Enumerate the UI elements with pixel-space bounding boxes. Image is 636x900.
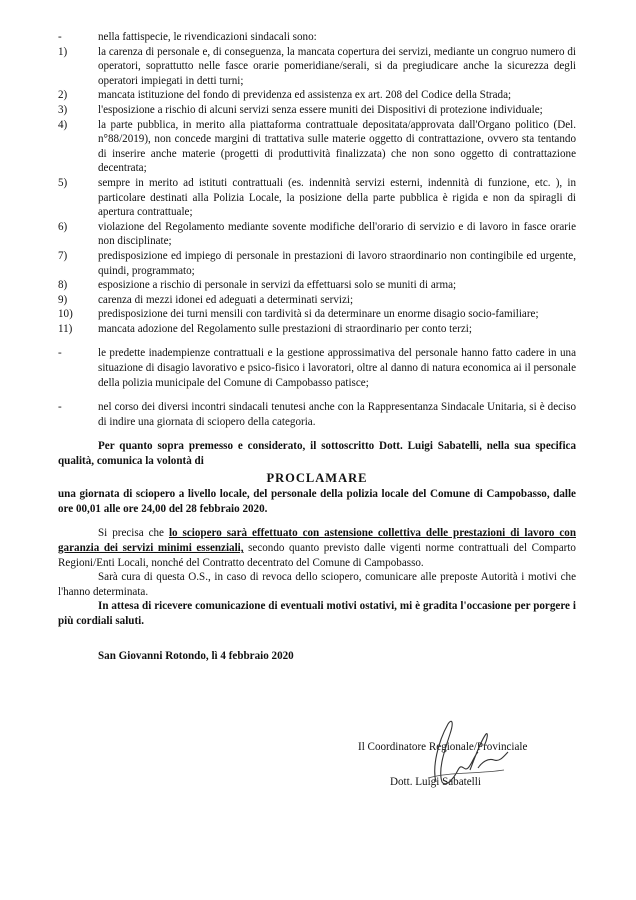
place-date: San Giovanni Rotondo, lì 4 febbraio 2020 xyxy=(98,649,294,662)
list-item-number: - xyxy=(58,31,62,43)
list-item-text: mancata istituzione del fondo di previdenza ed assistenza ex art. 208 del Codice della Strada; xyxy=(98,89,512,102)
list-item-number: 11) xyxy=(58,322,73,335)
list-item xyxy=(58,278,576,293)
list-item-text: la carenza di personale e, di conseguenza, la mancata copertura dei servizi, mediante un congruo numero di operatori, soprattutto nelle fasce orarie pomeridiane/serali, si da pregiudicare anche la sicurezza degli operatori impiegati in detti turni; xyxy=(98,45,576,87)
precisa-lead: Si precisa che xyxy=(98,527,164,540)
document-body xyxy=(58,30,576,663)
precisa-tail: secondo quanto previsto dalle vigenti norme contrattuali del Comparto Regioni/Enti Locali, nonché del Contratto decentrato del Comune di Campobasso. xyxy=(58,542,576,569)
list-item-number: 5) xyxy=(58,176,68,189)
list-item-number: 2) xyxy=(58,89,68,102)
list-item-number: - xyxy=(58,401,62,414)
list-item xyxy=(58,293,576,308)
list-item xyxy=(58,176,576,220)
list-item-number: 6) xyxy=(58,220,68,233)
list-item xyxy=(58,400,576,429)
list-item-number: 4) xyxy=(58,118,68,131)
list-item xyxy=(58,88,576,103)
list-item xyxy=(58,118,576,176)
list-item xyxy=(58,346,576,390)
signatory-name: Dott. Luigi Sabatelli xyxy=(390,776,481,788)
list-item-text: predisposizione dei turni mensili con tardività si da determinare un enorme disagio socio-familiare; xyxy=(98,308,539,321)
premise-paragraph: Per quanto sopra premesso e considerato, il sottoscritto Dott. Luigi Sabatelli, nella sua specifica qualità, comunica la volontà di xyxy=(58,440,576,468)
precisa-underlined: lo sciopero sarà effettuato con astensione collettiva delle prestazioni di lavoro con garanzia dei servizi minimi essenziali, xyxy=(58,527,576,554)
list-item-number: 10) xyxy=(58,308,73,321)
list-item xyxy=(58,30,576,45)
list-item xyxy=(58,220,576,249)
list-item xyxy=(58,307,576,322)
list-item xyxy=(58,249,576,278)
revoca-paragraph: Sarà cura di questa O.S., in caso di revoca dello sciopero, comunicare alle preposte Autorità i motivi che l'hanno determinata. xyxy=(58,571,576,598)
grievance-list xyxy=(58,30,576,336)
list-item-number: - xyxy=(58,347,62,360)
strike-paragraph: una giornata di sciopero a livello locale, del personale della polizia locale del Comune di Campobasso, dalle ore 00,01 alle ore 24,00 del 28 febbraio 2020. xyxy=(58,488,576,515)
proclaim-heading: PROCLAMARE xyxy=(266,470,368,485)
list-item-number: 1) xyxy=(58,45,68,58)
list-item xyxy=(58,103,576,118)
list-item-text: predisposizione ed impiego di personale in prestazioni di lavoro straordinario non contingibile ed urgente, quindi, programmato; xyxy=(98,249,576,277)
list-item-number: 8) xyxy=(58,279,68,292)
precisa-paragraph xyxy=(58,526,576,570)
dash-paragraphs xyxy=(58,346,576,429)
list-item-text: mancata adozione del Regolamento sulle prestazioni di straordinario per conto terzi; xyxy=(98,322,472,335)
list-item-number: 3) xyxy=(58,103,68,116)
signatory-title: Il Coordinatore Regionale/Provinciale xyxy=(358,741,528,753)
list-item-number: 7) xyxy=(58,249,68,262)
list-item xyxy=(58,45,576,89)
list-item-text: esposizione a rischio di personale in servizi da effettuarsi solo se muniti di arma; xyxy=(98,279,457,292)
list-item xyxy=(58,322,576,337)
list-item-text: l'esposizione a rischio di alcuni servizi senza essere muniti dei Dispositivi di protezione individuale; xyxy=(98,103,543,116)
list-item-text: sempre in merito ad istituti contrattuali (es. indennità servizi esterni, indennità di funzione, etc. ), in particolare destinati alla Polizia Locale, la posizione della parte pubblica è rigida e non da spiragli di apertura contrattuale; xyxy=(98,176,576,219)
closing-paragraph: In attesa di ricevere comunicazione di eventuali motivi ostativi, mi è gradita l'occasione per porgere i più cordiali saluti. xyxy=(58,600,576,627)
list-item-text: nella fattispecie, le rivendicazioni sindacali sono: xyxy=(98,31,317,43)
list-item-text: carenza di mezzi idonei ed adeguati a determinati servizi; xyxy=(98,293,354,306)
list-item-text: le predette inadempienze contrattuali e la gestione approssimativa del personale hanno fatto cadere in una situazione di disagio lavorativo e psico-fisico i lavoratori, oltre al danno di natura economica ai il personale della polizia municipale del Comune di Campobasso patisce; xyxy=(98,347,576,389)
list-item-text: violazione del Regolamento mediante sovente modifiche dell'orario di servizio e di lavoro in fasce orarie non disciplinate; xyxy=(98,220,576,248)
list-item-number: 9) xyxy=(58,293,68,306)
list-item-text: la parte pubblica, in merito alla piattaforma contrattuale depositata/approvata dall'Organo politico (Del. n°88/2019), non concede margini di trattativa sulle materie oggetto di contrattazione, ovvero sta tentando di inserire anche materie (progetti di produttività finalizzata) che non sono oggetto di contrattazione decentrata; xyxy=(98,118,576,175)
handwritten-signature xyxy=(408,712,518,792)
list-item-text: nel corso dei diversi incontri sindacali tenutesi anche con la Rappresentanza Sindacale Unitaria, si è deciso di indire una giornata di sciopero della categoria. xyxy=(98,401,576,428)
